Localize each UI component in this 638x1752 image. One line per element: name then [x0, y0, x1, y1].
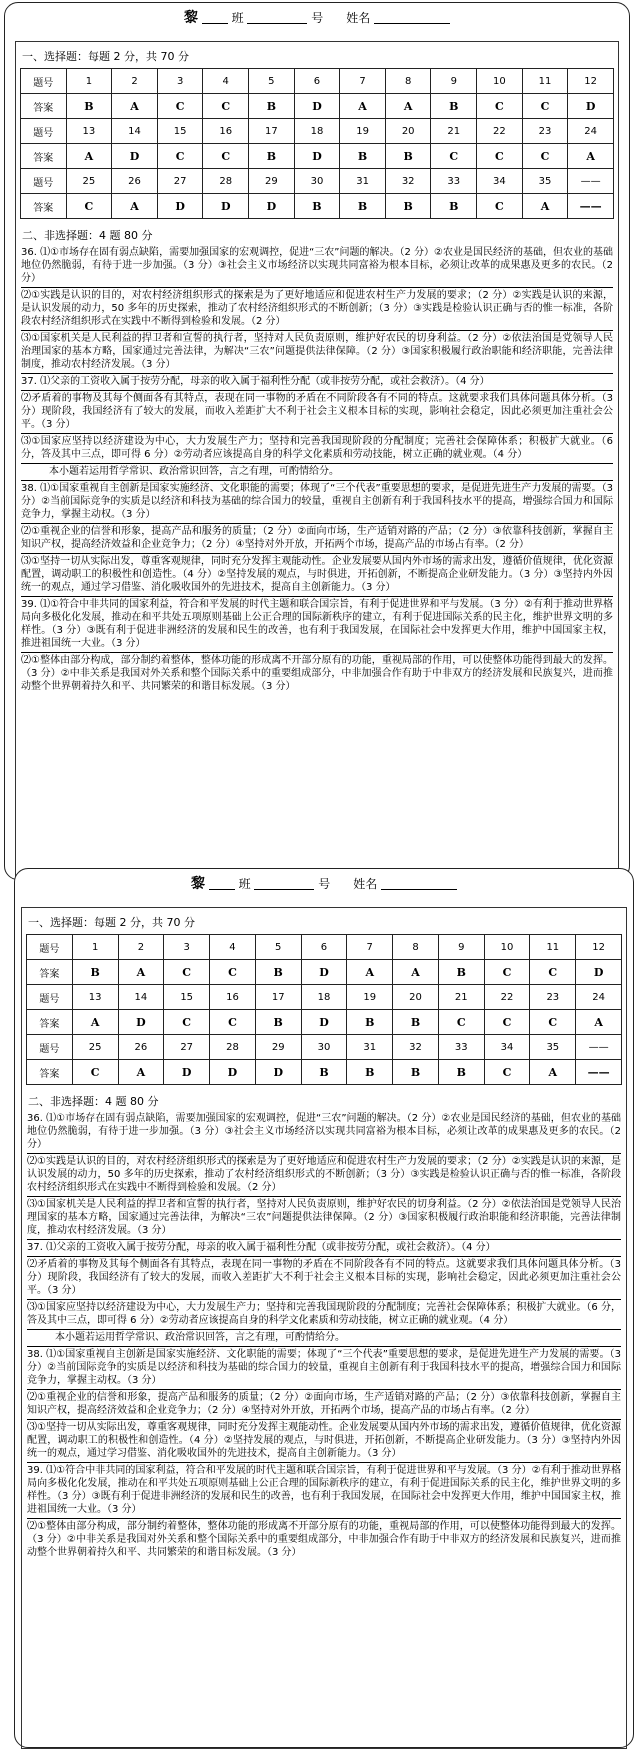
answer-cell: B [72, 960, 118, 985]
row-label: 答案 [21, 194, 67, 219]
question-number-cell: 20 [393, 985, 439, 1010]
question-number-cell: 6 [294, 69, 340, 94]
answer-cell: D [203, 194, 249, 219]
question-number-cell: 15 [164, 985, 210, 1010]
answer-cell: C [210, 1010, 256, 1035]
question-number-row [27, 1035, 622, 1060]
question-number-cell: 10 [484, 935, 530, 960]
sheet-header [15, 869, 633, 899]
question-number-cell: 2 [112, 69, 158, 94]
row-label: 题号 [21, 69, 67, 94]
question-number-cell: 3 [157, 69, 203, 94]
question-number-cell: 7 [340, 69, 386, 94]
row-label: 答案 [21, 94, 67, 119]
answer-paragraph: 本小题若运用哲学常识、政治常识回答，言之有理，可酌情给分。 [21, 464, 613, 481]
answer-cell: D [255, 1060, 301, 1085]
answer-cell: C [210, 960, 256, 985]
answer-cell: A [340, 94, 386, 119]
answer-cell: C [164, 960, 210, 985]
question-number-cell: 5 [249, 69, 295, 94]
question-number-cell: 11 [530, 935, 576, 960]
answer-cell: B [301, 1060, 347, 1085]
answer-row [21, 144, 614, 169]
answer-cell: D [294, 144, 340, 169]
question-number-cell: 32 [393, 1035, 439, 1060]
question-number-cell: 10 [477, 69, 523, 94]
name-label: 姓名 [353, 877, 378, 891]
answer-cell: A [118, 960, 164, 985]
question-number-cell: 33 [431, 169, 477, 194]
row-label: 题号 [27, 1035, 73, 1060]
row-label: 题号 [27, 985, 73, 1010]
header-logo: 黎 [183, 10, 198, 26]
answer-cell: C [477, 144, 523, 169]
question-number-cell: 13 [72, 985, 118, 1010]
answer-paragraph: 39. ⑴①符合中非共同的国家利益，符合和平发展的时代主题和联合国宗旨，有利于促进世界和平与发展。（3 分）②有利于推动世界格局向多极化化发展，推动在和平共处五项原则基础上公正合理的国际新秩序的建立，有利于促进国际关系的民主化，维护世界文明的多样性。（3 分）③既有利于促进非洲经济的发展和民生的改善，也有利于我国发展，在国际社会中发挥更大作用，维护中国国家主权，推进祖国统一大业。（3 分） [27, 1463, 621, 1519]
question-number-cell: 5 [255, 935, 301, 960]
answer-row [21, 94, 614, 119]
answer-cell: B [347, 1060, 393, 1085]
row-label: 题号 [21, 169, 67, 194]
question-number-cell: —— [568, 169, 614, 194]
answer-paragraph: ⑶①国家应坚持以经济建设为中心，大力发展生产力；坚持和完善我国现阶段的分配制度；完善社会保障体系；积极扩大就业。（6 分，答及其中三点，即可得 6 分）②劳动者应该提高自身的科学文化素质和劳动技能，树立正确的就业观。（4 分） [21, 434, 613, 464]
answer-table [26, 934, 622, 1085]
question-number-cell: 33 [438, 1035, 484, 1060]
question-number-cell: 30 [294, 169, 340, 194]
answer-cell: B [66, 94, 112, 119]
answer-cell: C [203, 144, 249, 169]
question-number-cell: 29 [249, 169, 295, 194]
answer-cell: C [530, 960, 576, 985]
name-label: 姓名 [346, 11, 371, 25]
question-number-cell: 17 [249, 119, 295, 144]
answer-cell: B [249, 144, 295, 169]
answer-cell: B [431, 194, 477, 219]
question-number-cell: 9 [431, 69, 477, 94]
answer-paragraph: 36. ⑴①市场存在固有弱点缺陷，需要加强国家的宏观调控，促进“三农”问题的解决。（2 分）②农业是国民经济的基础，但农业的基础地位仍然脆弱，有待于进一步加强。（3 分）③社会主义市场经济以实现共同富裕为根本目标，必须让改革的成果惠及更多的农民。（2 分） [27, 1111, 621, 1154]
answer-paragraph: 本小题若运用哲学常识、政治常识回答，言之有理，可酌情给分。 [27, 1330, 621, 1347]
answer-cell: B [393, 1060, 439, 1085]
number-blank[interactable] [247, 13, 307, 24]
question-number-cell: 4 [203, 69, 249, 94]
section-1-title: 一、选择题：每题 2 分，共 70 分 [28, 916, 195, 929]
question-number-cell: 32 [385, 169, 431, 194]
question-number-cell: 35 [530, 1035, 576, 1060]
question-number-cell: 34 [484, 1035, 530, 1060]
answer-paragraph: ⑵①重视企业的信誉和形象，提高产品和服务的质量；（2 分）②面向市场，生产适销对路的产品；（2 分）③依靠科技创新，掌握自主知识产权，提高经济效益和企业竞争力；（2 分）④坚持对外开放，开拓两个市场，提高产品的市场占有率。（2 分） [21, 524, 613, 554]
answer-cell: A [66, 144, 112, 169]
answer-row [27, 960, 622, 985]
answer-paragraph: ⑵①整体由部分构成，部分制约着整体，整体功能的形成离不开部分原有的功能，重视局部的作用，可以使整体功能得到最大的发挥。（3 分）②中非关系是我国对外关系和整个国际关系中的重要组成部分，中非加强合作有助于中非双方的经济发展和民族复兴，进而推动整个世界朝着持久和平、共同繁荣的和谐目标发展。（3 分） [21, 655, 613, 692]
answer-paragraph: 37. ⑴父亲的工资收入属于按劳分配，母亲的收入属于福利性分配（或非按劳分配，或社会救济）。（4 分） [27, 1240, 621, 1257]
question-number-cell: 17 [255, 985, 301, 1010]
answer-cell: C [203, 94, 249, 119]
question-number-row [21, 69, 614, 94]
answer-cell: A [112, 194, 158, 219]
question-number-cell: 26 [112, 169, 158, 194]
answer-cell: C [164, 1010, 210, 1035]
answer-cell: B [431, 94, 477, 119]
answer-cell: C [157, 94, 203, 119]
answer-cell: A [118, 1060, 164, 1085]
class-label: 班 [231, 11, 244, 25]
answer-cell: A [393, 960, 439, 985]
question-number-cell: 35 [522, 169, 568, 194]
answer-cell: B [249, 94, 295, 119]
question-number-cell: 1 [66, 69, 112, 94]
question-number-cell: 1 [72, 935, 118, 960]
answer-cell: C [530, 1010, 576, 1035]
question-number-cell: 28 [210, 1035, 256, 1060]
answer-cell: C [438, 1010, 484, 1035]
question-number-cell: 9 [438, 935, 484, 960]
question-number-row [21, 169, 614, 194]
class-label: 班 [238, 877, 251, 891]
answer-paragraph: ⑶①国家机关是人民利益的捍卫者和宣誓的执行者，坚持对人民负责原则，维护好农民的切身利益。（2 分）②依法治国是党领导人民治理国家的基本方略，国家通过完善法律，为解决“三农”问题提供法律保障。（2 分）③国家积极履行政治职能和经济职能，完善法律制度，推动农村经济发展。（3 分） [27, 1197, 621, 1240]
answer-cell: B [438, 1060, 484, 1085]
question-number-cell: 19 [340, 119, 386, 144]
answer-cell: B [340, 144, 386, 169]
question-number-cell: 23 [522, 119, 568, 144]
question-number-cell: 11 [522, 69, 568, 94]
question-number-row [21, 119, 614, 144]
answer-cell: D [301, 960, 347, 985]
answer-cell: D [157, 194, 203, 219]
answer-paragraph: 38. ⑴①国家重视自主创新是国家实施经济、文化职能的需要；体现了“三个代表”重要思想的要求，是促进先进生产力发展的需要。（3 分）②当前国际竞争的实质是以经济和科技为基础的综合国力的较量，重视自主创新有利于我国科技水平的提高，增强综合国力和国际竞争力，掌握主动权。（3 分） [21, 481, 613, 524]
answer-cell: —— [576, 1060, 622, 1085]
answer-paragraph: ⑵①整体由部分构成，部分制约着整体，整体功能的形成离不开部分原有的功能，重视局部的作用，可以使整体功能得到最大的发挥。（3 分）②中非关系是我国对外关系和整个国际关系中的重要组成部分，中非加强合作有助于中非双方的经济发展和民族复兴，进而推动整个世界朝着持久和平、共同繁荣的和谐目标发展。（3 分） [27, 1521, 621, 1558]
row-label: 答案 [21, 144, 67, 169]
question-number-cell: 25 [66, 169, 112, 194]
section-1-title: 一、选择题：每题 2 分，共 70 分 [22, 50, 189, 63]
sheet-body [15, 41, 619, 883]
question-number-cell: —— [576, 1035, 622, 1060]
question-number-cell: 26 [118, 1035, 164, 1060]
answer-cell: A [347, 960, 393, 985]
answer-paragraph: 37. ⑴父亲的工资收入属于按劳分配，母亲的收入属于福利性分配（或非按劳分配，或社会救济）。（4 分） [21, 374, 613, 391]
answer-paragraph: ⑵①重视企业的信誉和形象，提高产品和服务的质量；（2 分）②面向市场，生产适销对路的产品；（2 分）③依靠科技创新，掌握自主知识产权，提高经济效益和企业竞争力；（2 分）④坚持对外开放，开拓两个市场，提高产品的市场占有率。（2 分） [27, 1390, 621, 1420]
question-number-cell: 3 [164, 935, 210, 960]
answer-cell: B [347, 1010, 393, 1035]
question-number-cell: 31 [347, 1035, 393, 1060]
question-number-cell: 31 [340, 169, 386, 194]
question-number-cell: 12 [568, 69, 614, 94]
question-number-cell: 21 [438, 985, 484, 1010]
number-blank[interactable] [254, 879, 314, 890]
question-number-cell: 23 [530, 985, 576, 1010]
answer-sheet-copy-2 [14, 868, 634, 1748]
question-number-cell: 34 [477, 169, 523, 194]
answer-cell: C [484, 1060, 530, 1085]
answer-paragraphs [16, 245, 618, 695]
row-label: 答案 [27, 1010, 73, 1035]
answer-cell: A [385, 94, 431, 119]
answer-cell: D [301, 1010, 347, 1035]
answer-cell: C [157, 144, 203, 169]
question-number-cell: 8 [393, 935, 439, 960]
question-number-cell: 27 [164, 1035, 210, 1060]
answer-cell: B [385, 194, 431, 219]
question-number-cell: 20 [385, 119, 431, 144]
answer-paragraph: ⑵①实践是认识的目的，对农村经济组织形式的探索是为了更好地适应和促进农村生产力发展的要求；（2 分）②实践是认识的来源，是认识发展的动力，50 多年的历史探索，推动了农村经济组织形式的不断创新；（3 分）③实践是检验认识正确与否的惟一标准，各阶段农村经济组织形式在实践中不断得到检验和发展。（2 分） [27, 1154, 621, 1197]
question-number-cell: 18 [301, 985, 347, 1010]
answer-cell: D [294, 94, 340, 119]
question-number-cell: 7 [347, 935, 393, 960]
header-logo: 黎 [190, 876, 205, 892]
answer-cell: A [576, 1010, 622, 1035]
name-blank[interactable] [381, 879, 457, 890]
answer-cell: C [477, 194, 523, 219]
answer-cell: —— [568, 194, 614, 219]
question-number-cell: 2 [118, 935, 164, 960]
answer-cell: A [72, 1010, 118, 1035]
answer-cell: C [431, 144, 477, 169]
question-number-cell: 24 [576, 985, 622, 1010]
number-label: 号 [311, 11, 324, 25]
section-2-title: 二、非选择题：4 题 80 分 [28, 1095, 159, 1108]
answer-paragraph: ⑶①坚持一切从实际出发，尊重客观规律，同时充分发挥主观能动性。企业发展要从国内外市场的需求出发，遵循价值规律，优化资源配置，调动职工的积极性和创造性。（4 分）②坚持发展的观点，与时俱进，开拓创新，不断提高企业研发能力。（3 分）③坚持内外因统一的观点，通过学习借鉴、消化吸收国外的先进技术，提高自主创新能力。（3 分） [27, 1420, 621, 1463]
question-number-cell: 16 [203, 119, 249, 144]
answer-cell: D [112, 144, 158, 169]
sheet-body [21, 907, 627, 1749]
question-number-cell: 22 [477, 119, 523, 144]
answer-cell: B [255, 960, 301, 985]
question-number-cell: 29 [255, 1035, 301, 1060]
answer-cell: B [294, 194, 340, 219]
row-label: 答案 [27, 960, 73, 985]
number-label: 号 [318, 877, 331, 891]
answer-paragraphs [22, 1111, 626, 1561]
question-number-cell: 24 [568, 119, 614, 144]
answer-cell: B [385, 144, 431, 169]
answer-cell: D [568, 94, 614, 119]
answer-paragraph: 39. ⑴①符合中非共同的国家利益，符合和平发展的时代主题和联合国宗旨，有利于促进世界和平与发展。（3 分）②有利于推动世界格局向多极化化发展，推动在和平共处五项原则基础上公正合理的国际新秩序的建立，有利于促进国际关系的民主化，维护世界文明的多样性。（3 分）③既有利于促进非洲经济的发展和民生的改善，也有利于我国发展，在国际社会中发挥更大作用，维护中国国家主权，推进祖国统一大业。（3 分） [21, 597, 613, 653]
answer-paragraph: 36. ⑴①市场存在固有弱点缺陷，需要加强国家的宏观调控，促进“三农”问题的解决。（2 分）②农业是国民经济的基础，但农业的基础地位仍然脆弱，有待于进一步加强。（3 分）③社会主义市场经济以实现共同富裕为根本目标，必须让改革的成果惠及更多的农民。（2 分） [21, 245, 613, 288]
answer-paragraph: ⑵矛盾着的事物及其每个侧面各有其特点，表现在同一事物的矛盾在不同阶段各有不同的特点。这就要求我们具体问题具体分析。（3 分）现阶段，我国经济有了较大的发展，而收入差距扩大不利于社会主义根本目标的实现，影响社会稳定，因此必须更加注重社会公平。（3 分） [21, 391, 613, 434]
row-label: 题号 [21, 119, 67, 144]
answer-paragraph: ⑵矛盾着的事物及其每个侧面各有其特点，表现在同一事物的矛盾在不同阶段各有不同的特点。这就要求我们具体问题具体分析。（3 分）现阶段，我国经济有了较大的发展，而收入差距扩大不利于社会主义根本目标的实现，影响社会稳定，因此必须更加注重社会公平。（3 分） [27, 1257, 621, 1300]
question-number-cell: 21 [431, 119, 477, 144]
question-number-cell: 6 [301, 935, 347, 960]
answer-row [27, 1060, 622, 1085]
answer-cell: C [484, 1010, 530, 1035]
question-number-cell: 15 [157, 119, 203, 144]
row-label: 题号 [27, 935, 73, 960]
answer-cell: C [66, 194, 112, 219]
answer-cell: A [530, 1060, 576, 1085]
answer-cell: B [340, 194, 386, 219]
question-number-cell: 27 [157, 169, 203, 194]
answer-paragraph: ⑶①国家应坚持以经济建设为中心，大力发展生产力；坚持和完善我国现阶段的分配制度；完善社会保障体系；积极扩大就业。（6 分，答及其中三点，即可得 6 分）②劳动者应该提高自身的科学文化素质和劳动技能，树立正确的就业观。（4 分） [27, 1300, 621, 1330]
answer-cell: B [255, 1010, 301, 1035]
answer-cell: B [393, 1010, 439, 1035]
answer-paragraph: ⑶①国家机关是人民利益的捍卫者和宣誓的执行者，坚持对人民负责原则，维护好农民的切身利益。（2 分）②依法治国是党领导人民治理国家的基本方略，国家通过完善法律，为解决“三农”问题提供法律保障。（2 分）③国家积极履行政治职能和经济职能，完善法律制度，推动农村经济发展。（3 分） [21, 331, 613, 374]
question-number-cell: 19 [347, 985, 393, 1010]
answer-sheet-copy-1 [4, 2, 630, 880]
question-number-row [27, 985, 622, 1010]
answer-cell: C [522, 144, 568, 169]
answer-cell: D [164, 1060, 210, 1085]
answer-cell: A [522, 194, 568, 219]
answer-paragraph: ⑶①坚持一切从实际出发，尊重客观规律，同时充分发挥主观能动性。企业发展要从国内外市场的需求出发，遵循价值规律，优化资源配置，调动职工的积极性和创造性。（4 分）②坚持发展的观点，与时俱进，开拓创新，不断提高企业研发能力。（3 分）③坚持内外因统一的观点，通过学习借鉴、消化吸收国外的先进技术，提高自主创新能力。（3 分） [21, 554, 613, 597]
question-number-cell: 13 [66, 119, 112, 144]
question-number-cell: 12 [576, 935, 622, 960]
answer-cell: C [484, 960, 530, 985]
answer-row [27, 1010, 622, 1035]
question-number-cell: 22 [484, 985, 530, 1010]
question-number-cell: 14 [118, 985, 164, 1010]
answer-table [20, 68, 614, 219]
section-2-title: 二、非选择题：4 题 80 分 [22, 229, 153, 242]
answer-cell: C [522, 94, 568, 119]
answer-cell: D [118, 1010, 164, 1035]
answer-paragraph: ⑵①实践是认识的目的，对农村经济组织形式的探索是为了更好地适应和促进农村生产力发展的要求；（2 分）②实践是认识的来源，是认识发展的动力，50 多年的历史探索，推动了农村经济组织形式的不断创新；（3 分）③实践是检验认识正确与否的惟一标准，各阶段农村经济组织形式在实践中不断得到检验和发展。（2 分） [21, 288, 613, 331]
answer-cell: B [438, 960, 484, 985]
sheet-header [5, 3, 629, 33]
answer-cell: D [249, 194, 295, 219]
question-number-cell: 28 [203, 169, 249, 194]
answer-row [21, 194, 614, 219]
question-number-cell: 30 [301, 1035, 347, 1060]
answer-cell: D [576, 960, 622, 985]
answer-cell: C [72, 1060, 118, 1085]
answer-cell: A [568, 144, 614, 169]
answer-cell: C [477, 94, 523, 119]
name-blank[interactable] [374, 13, 450, 24]
question-number-cell: 16 [210, 985, 256, 1010]
answer-paragraph: 38. ⑴①国家重视自主创新是国家实施经济、文化职能的需要；体现了“三个代表”重要思想的要求，是促进先进生产力发展的需要。（3 分）②当前国际竞争的实质是以经济和科技为基础的综合国力的较量，重视自主创新有利于我国科技水平的提高，增强综合国力和国际竞争力，掌握主动权。（3 分） [27, 1347, 621, 1390]
question-number-cell: 25 [72, 1035, 118, 1060]
question-number-cell: 4 [210, 935, 256, 960]
question-number-cell: 18 [294, 119, 340, 144]
question-number-row [27, 935, 622, 960]
question-number-cell: 8 [385, 69, 431, 94]
row-label: 答案 [27, 1060, 73, 1085]
answer-cell: A [112, 94, 158, 119]
question-number-cell: 14 [112, 119, 158, 144]
answer-cell: D [210, 1060, 256, 1085]
